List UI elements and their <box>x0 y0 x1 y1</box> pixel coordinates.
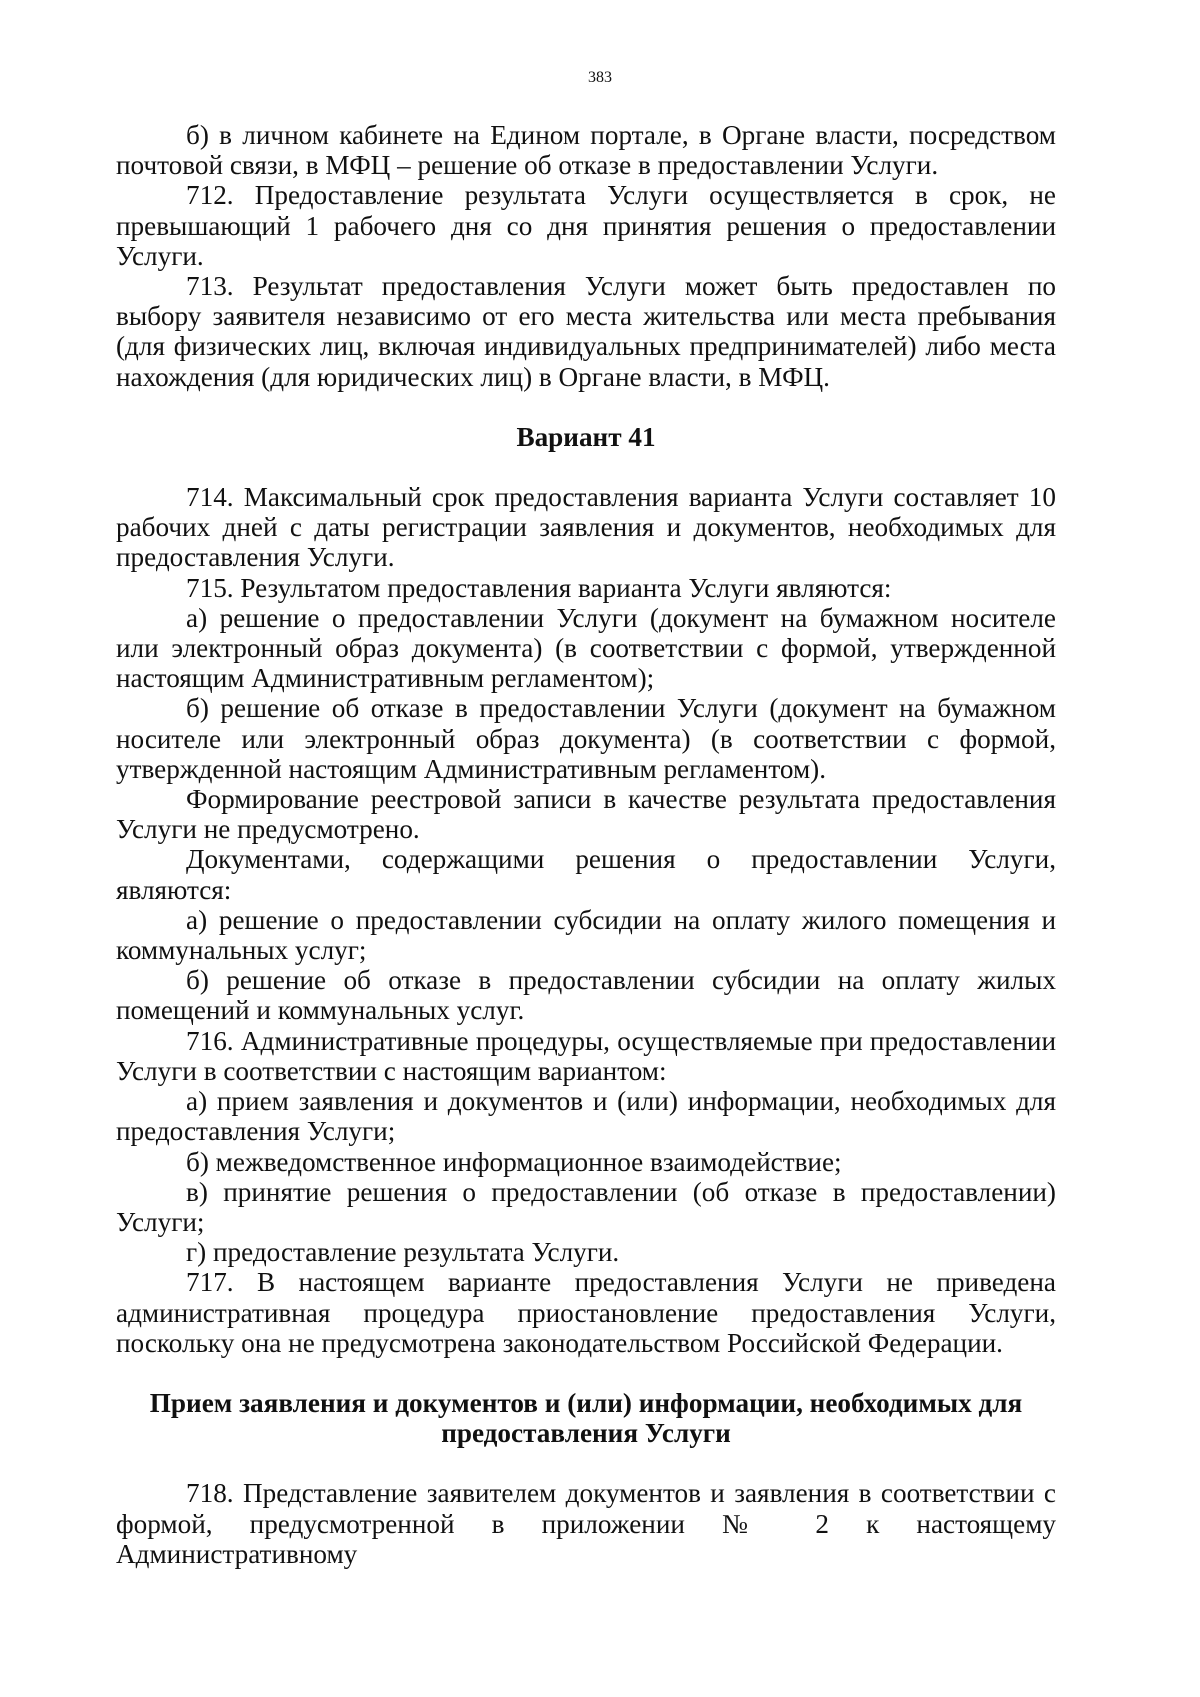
paragraph-714: 714. Максимальный срок предоставления варианта Услуги составляет 10 рабочих дней с даты регистрации заявления и документов, необходимых для предоставления Услуги. <box>116 482 1056 573</box>
document-body <box>116 120 1056 1569</box>
paragraph-715a: а) решение о предоставлении Услуги (документ на бумажном носителе или электронный образ документа) (в соответствии с формой, утвержденной настоящим Административным регламентом); <box>116 602 1056 694</box>
page-number: 383 <box>588 69 612 86</box>
paragraph-decision-b: б) решение об отказе в предоставлении субсидии на оплату жилых помещений и коммунальных услуг. <box>116 965 1056 1026</box>
heading-variant-41: Вариант 41 <box>516 421 656 452</box>
heading-section-line2: предоставления Услуги <box>441 1418 731 1449</box>
paragraph-716b: б) межведомственное информационное взаимодействие; <box>186 1146 842 1177</box>
paragraph-718: 718. Представление заявителем документов и заявления в соответствии с формой, предусмотренной в приложении № 2 к настоящему Административному <box>116 1478 1056 1569</box>
paragraph-decision-documents: Документами, содержащими решения о предоставлении Услуги, являются: <box>116 844 1056 905</box>
paragraph-712: 712. Предоставление результата Услуги осуществляется в срок, не превышающий 1 рабочего дня со дня принятия решения о предоставлении Услуги. <box>116 180 1056 271</box>
paragraph-717: 717. В настоящем варианте предоставления Услуги не приведена административная процедура приостановление предоставления Услуги, поскольку она не предусмотрена законодательством Российской Федерации. <box>116 1267 1056 1358</box>
paragraph-716d: г) предоставление результата Услуги. <box>186 1237 620 1268</box>
paragraph-716c: в) принятие решения о предоставлении (об отказе в предоставлении) Услуги; <box>116 1176 1056 1237</box>
paragraph-716a: а) прием заявления и документов и (или) информации, необходимых для предоставления Услуги; <box>116 1086 1056 1147</box>
paragraph-decision-a: а) решение о предоставлении субсидии на оплату жилого помещения и коммунальных услуг; <box>116 904 1056 966</box>
paragraph-711b: б) в личном кабинете на Едином портале, в Органе власти, посредством почтовой связи, в МФЦ – решение об отказе в предоставлении Услуги. <box>116 120 1056 181</box>
heading-section <box>116 1388 1056 1448</box>
paragraph-registry-record: Формирование реестровой записи в качестве результата предоставления Услуги не предусмотрено. <box>116 784 1056 845</box>
paragraph-713: 713. Результат предоставления Услуги может быть предоставлен по выбору заявителя независимо от его места жительства или места пребывания (для физических лиц, включая индивидуальных предпринимателей) либо места нахождения (для юридических лиц) в Органе власти, в МФЦ. <box>116 271 1056 392</box>
heading-section-line1: Прием заявления и документов и (или) информации, необходимых для <box>149 1387 1023 1418</box>
paragraph-715: 715. Результатом предоставления варианта Услуги являются: <box>186 572 892 603</box>
paragraph-716: 716. Административные процедуры, осуществляемые при предоставлении Услуги в соответствии с настоящим вариантом: <box>116 1025 1056 1086</box>
paragraph-715b: б) решение об отказе в предоставлении Услуги (документ на бумажном носителе или электронный образ документа) (в соответствии с формой, утвержденной настоящим Административным регламентом). <box>116 693 1056 784</box>
